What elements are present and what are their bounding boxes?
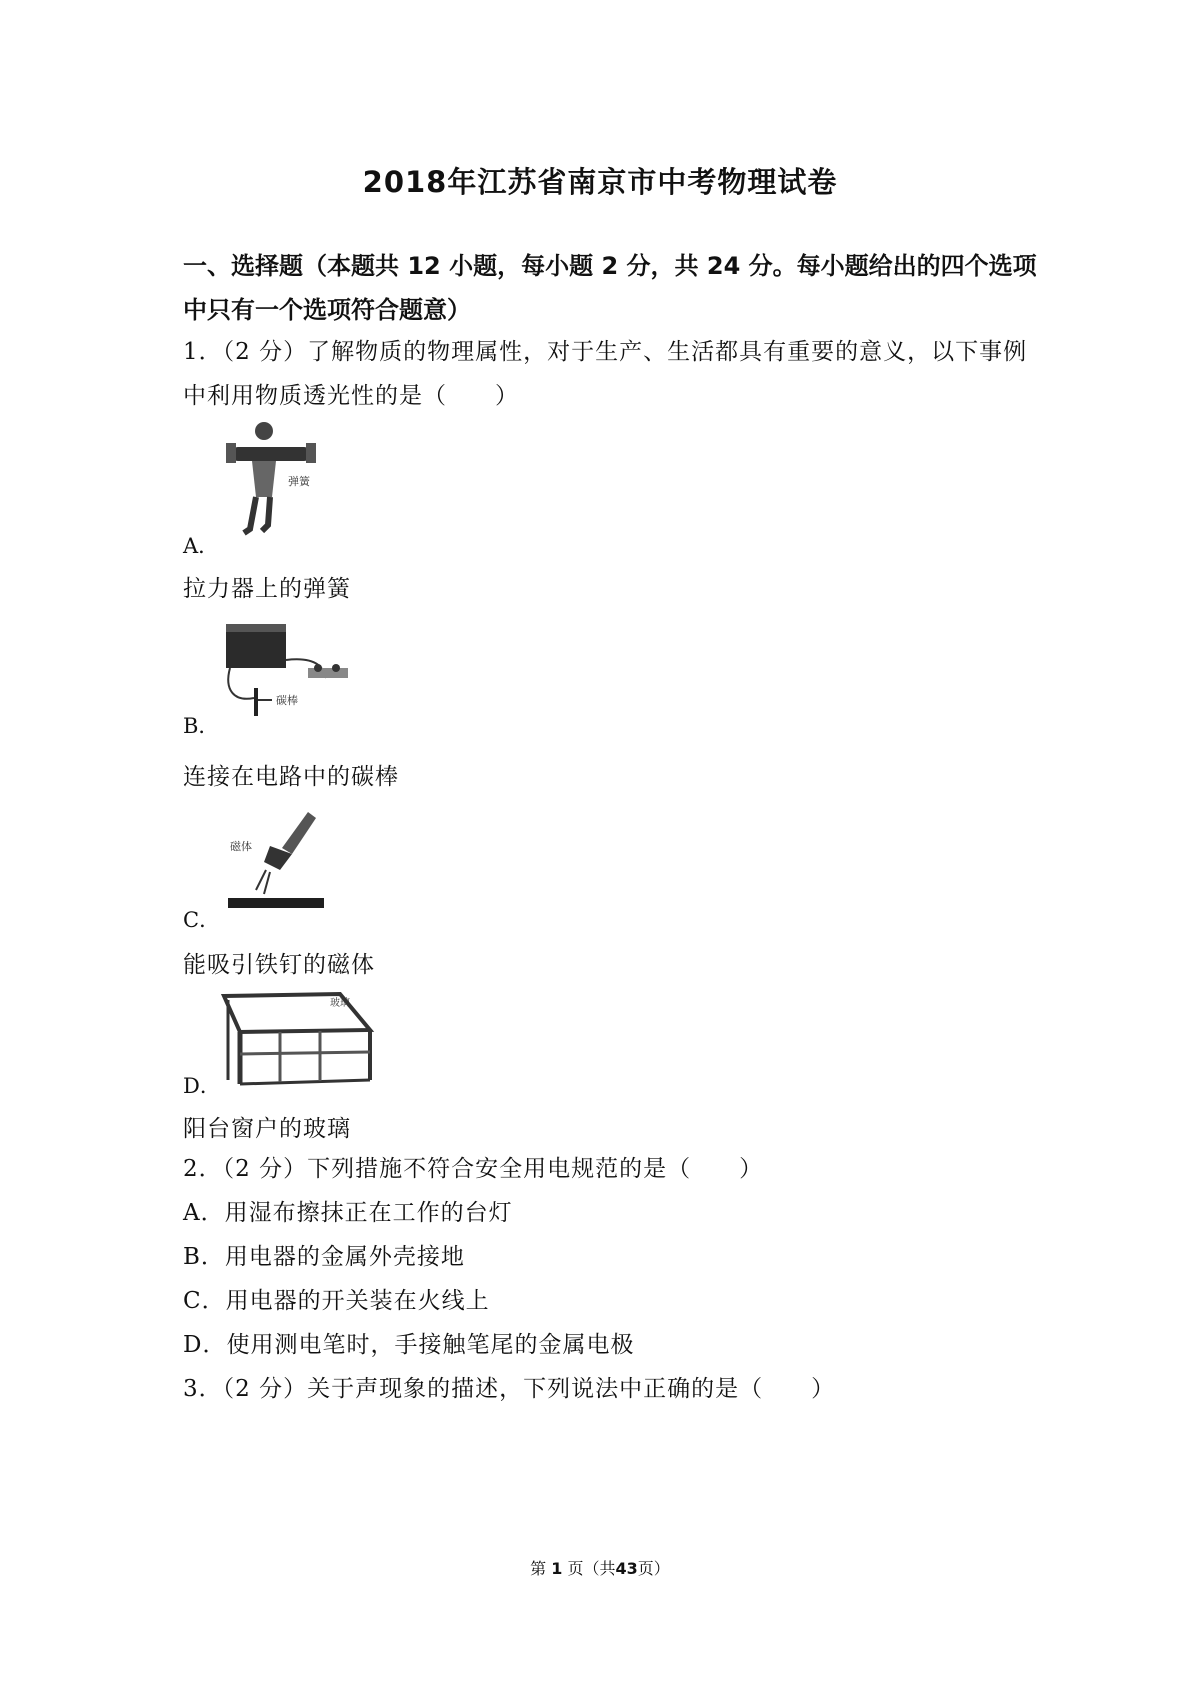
page-footer: [0, 1556, 1200, 1579]
q1-option-a-letter: A．: [183, 534, 220, 558]
page-title: 2018年江苏省南京市中考物理试卷: [362, 165, 838, 199]
q1-option-b-text: 连接在电路中的碳棒: [183, 764, 399, 790]
q1-option-d-letter: D．: [183, 1074, 221, 1098]
balcony-window-figure: [220, 990, 380, 1090]
q1-option-c-text: 能吸引铁钉的磁体: [183, 952, 375, 978]
q1-option-b-letter: B．: [183, 714, 220, 738]
q2-option-b: B．用电器的金属外壳接地: [183, 1244, 465, 1270]
image-label-carbon-rod: 碳棒: [276, 694, 298, 707]
footer-total-pages: 43: [615, 1559, 638, 1578]
q2-option-d: D．使用测电笔时，手接触笔尾的金属电极: [183, 1332, 635, 1358]
q2-option-a: A．用湿布擦抹正在工作的台灯: [183, 1200, 513, 1226]
q2-stem: 2．（2 分）下列措施不符合安全用电规范的是（ ）: [183, 1156, 764, 1182]
image-label-spring: 弹簧: [288, 475, 310, 488]
q1-option-d-text: 阳台窗户的玻璃: [183, 1116, 351, 1142]
q1-option-c-letter: C．: [183, 908, 221, 932]
spring-exerciser-figure: [222, 417, 332, 547]
battery-circuit-figure: [224, 620, 354, 720]
q1-stem-line2: 中利用物质透光性的是（ ）: [183, 383, 519, 409]
q1-stem-line1: 1．（2 分）了解物质的物理属性，对于生产、生活都具有重要的意义，以下事例: [183, 339, 1028, 365]
section-heading-line2: 中只有一个选项符合题意）: [183, 296, 471, 324]
magnet-figure: [220, 808, 330, 918]
q2-option-c: C．用电器的开关装在火线上: [183, 1288, 490, 1314]
image-label-glass: 玻璃: [330, 998, 350, 1009]
footer-middle: 页（共: [567, 1559, 616, 1578]
footer-page-number: 1: [551, 1559, 563, 1578]
q1-option-a-text: 拉力器上的弹簧: [183, 576, 351, 602]
footer-prefix: 第: [530, 1559, 547, 1578]
q3-stem: 3．（2 分）关于声现象的描述，下列说法中正确的是（ ）: [183, 1376, 836, 1402]
section-heading-line1: 一、选择题（本题共 12 小题，每小题 2 分，共 24 分。每小题给出的四个选项: [183, 252, 1037, 280]
footer-suffix: 页）: [637, 1559, 670, 1578]
image-label-magnet: 磁体: [230, 840, 252, 853]
